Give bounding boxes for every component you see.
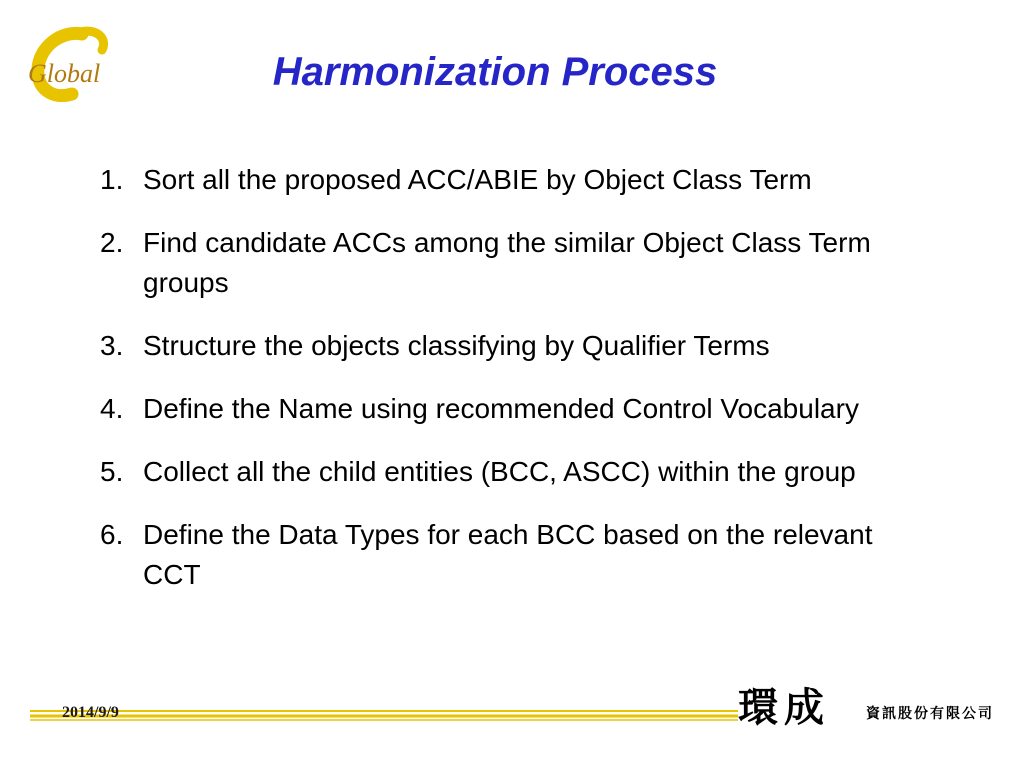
step-item: [100, 389, 920, 429]
step-number: 2.: [100, 227, 124, 258]
step-item: [100, 515, 920, 595]
step-number: 3.: [100, 330, 124, 361]
company-name-main: 環成: [738, 684, 830, 731]
step-item: [100, 223, 920, 303]
step-number: 4.: [100, 393, 124, 424]
step-text: Structure the objects classifying by Qualifier Terms: [143, 330, 770, 361]
company-name-sub: 資訊股份有限公司: [866, 706, 994, 722]
step-text: Collect all the child entities (BCC, ASCC) within the group: [143, 456, 856, 487]
slide-title: Harmonization Process: [272, 50, 718, 94]
logo-text: Global: [28, 59, 101, 88]
step-number: 6.: [100, 519, 124, 550]
process-steps-list: [100, 160, 920, 618]
step-text: Sort all the proposed ACC/ABIE by Object Class Term: [143, 164, 812, 195]
step-text: Define the Data Types for each BCC based on the relevant CCT: [143, 519, 873, 590]
step-text: Define the Name using recommended Control Vocabulary: [143, 393, 859, 424]
step-item: [100, 160, 920, 200]
step-number: 5.: [100, 456, 124, 487]
step-number: 1.: [100, 164, 124, 195]
step-item: [100, 326, 920, 366]
footer-divider-lines: [30, 708, 738, 722]
step-text: Find candidate ACCs among the similar Object Class Term groups: [143, 227, 871, 298]
footer-date: 2014/9/9: [62, 704, 119, 721]
step-item: [100, 452, 920, 492]
slide-title-wrapper: [0, 48, 990, 96]
